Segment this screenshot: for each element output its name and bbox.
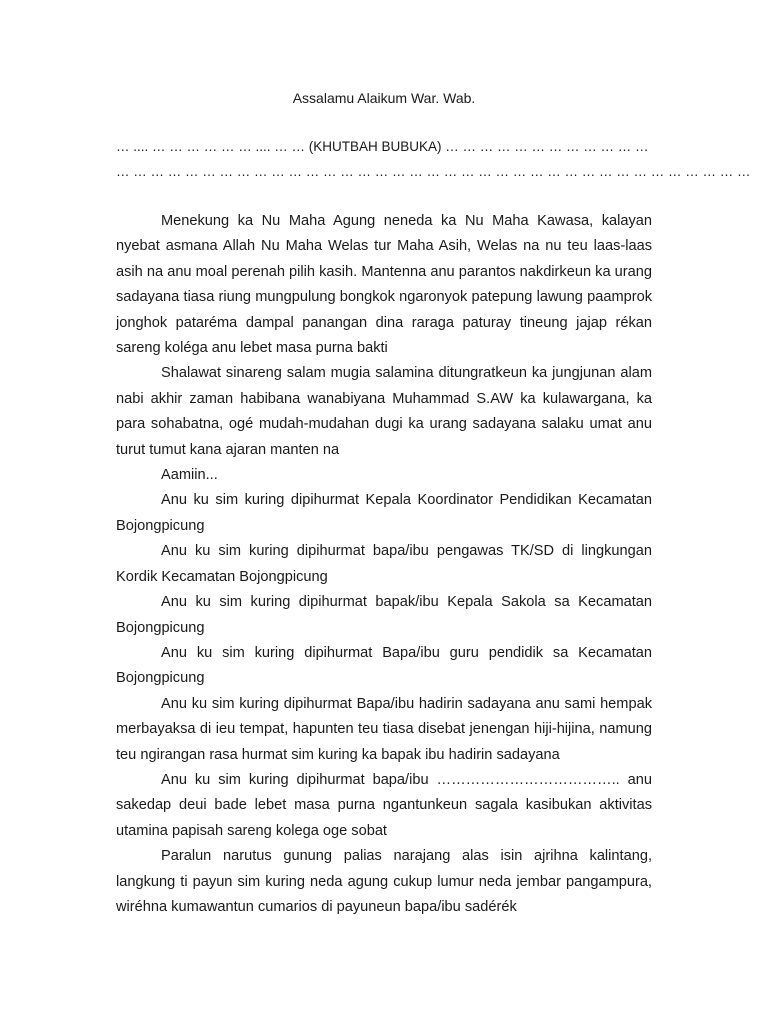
opening-line: … .... … … … … … … .... … … (KHUTBAH BUBUKA) … … … … … … … … … … … … [116,139,649,154]
paragraph: Anu ku sim kuring dipihurmat Bapa/ibu guru pendidik sa Kecamatan Bojongpicung [116,644,652,687]
paragraph: Menekung ka Nu Maha Agung neneda ka Nu Maha Kawasa, kalayan nyebat asmana Allah Nu Maha Welas tur Maha Asih, Welas na nu teu laas-laas asih na anu moal perenah pilih kasih. Mantenna anu parantos nakdirkeun ka urang sadayana tiasa riung mungpulung bongkok ngaronyok patepung lawung paamprok jonghok pataréma dampal panangan dina raraga paturay tineung jajap rékan sareng koléga anu lebet masa purna bakti [116,213,652,357]
paragraph: Shalawat sinareng salam mugia salamina ditungratkeun ka jungjunan alam nabi akhir zaman habibana wanabiyana Muhammad S.AW ka kulawargana, ka para sohabatna, ogé mudah-mudahan dugi ka urang sadayana salaku umat anu turut tumut kana ajaran manten na [116,365,652,458]
dots-line: … … … … … … … … … … … … … … … … … … … … … … … … … … … … … … … … … … … … … [116,164,751,179]
salutation-heading: Assalamu Alaikum War. Wab. [292,90,476,106]
paragraph: Anu ku sim kuring dipihurmat bapak/ibu Kepala Sakola sa Kecamatan Bojongpicung [116,594,652,636]
paragraph: Paralun narutus gunung palias narajang alas isin ajrihna kalintang, langkung ti payun sim kuring neda agung cukup lumur neda jembar pangampura, wiréhna kumawantun cumarios di payuneun bapa/ibu sadérék [116,848,652,915]
paragraph: Anu ku sim kuring dipihurmat Bapa/ibu hadirin sadayana anu sami hempak merbayaksa di ieu tempat, hapunten teu tiasa disebat jenengan hiji-hijina, namung teu ngirangan rasa hurmat sim kuring ka bapak ibu hadirin sadayana [116,695,652,763]
paragraph: Anu ku sim kuring dipihurmat Kepala Koordinator Pendidikan Kecamatan Bojongpicung [116,492,652,534]
body-text [116,209,652,920]
paragraph: Aamiin... [161,467,218,484]
paragraph: Anu ku sim kuring dipihurmat bapa/ibu pengawas TK/SD di lingkungan Kordik Kecamatan Bojongpicung [116,543,652,585]
paragraph: Anu ku sim kuring dipihurmat bapa/ibu ……………………………….. anu sakedap deui bade lebet masa purna ngantunkeun sagala kasibukan aktivitas utamina papisah sareng kolega oge sobat [116,771,652,839]
